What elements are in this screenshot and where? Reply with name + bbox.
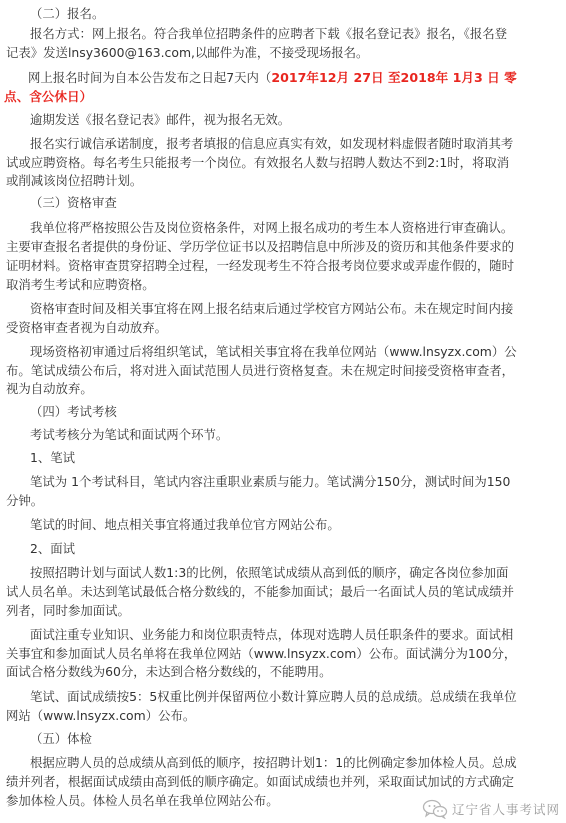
text-line: 绩并列者，根据面试成绩由高到低的顺序确定。如面试成绩也并列，采取面试加试的方式确定 xyxy=(6,774,515,789)
text-line xyxy=(0,69,566,86)
text-line: 记表》发送lnsy3600@163.com,以邮件为准，不接受现场报名。 xyxy=(6,45,369,60)
text-line: 按照招聘计划与面试人数1:3的比例，依照笔试成绩从高到低的顺序，确定各岗位参加面 xyxy=(30,565,509,580)
text-line: 现场资格初审通过后将组织笔试，笔试相关事宜将在我单位网站（www.lnsyzx.com）公 xyxy=(30,344,517,359)
text-line: 分钟。 xyxy=(6,493,44,508)
text-line: 我单位将严格按照公告及岗位资格条件，对网上报名成功的考生本人资格进行审查确认。 xyxy=(30,220,514,235)
text-line: 证明材料。资格审查贯穿招聘全过程，一经发现考生不符合报考岗位要求或弄虚作假的，随时 xyxy=(6,258,515,273)
text-line: 逾期发送《报名登记表》邮件，视为报名无效。 xyxy=(30,112,291,127)
text-line: 参加体检人员。体检人员名单在我单位网站公布。 xyxy=(6,793,279,808)
text-line: （二）报名。 xyxy=(30,6,105,21)
subsection-heading: 1、笔试 xyxy=(30,450,76,465)
text-line: 笔试、面试成绩按5：5权重比例并保留两位小数计算应聘人员的总成绩。总成绩在我单位 xyxy=(30,689,517,704)
text-line: 试人员名单。未达到笔试最低合格分数线的，不能参加面试；最后一名面试人员的笔试成绩并 xyxy=(6,584,515,599)
registration-period-label: 网上报名时间为自本公告发布之日起7天内（ xyxy=(28,70,272,85)
text-line: 报名实行诚信承诺制度，报考者填报的信息应真实有效，如发现材料虚假者随时取消其考 xyxy=(30,136,514,151)
text-line: 资格审查时间及相关事宜将在网上报名结束后通过学校官方网站公布。未在规定时间内接 xyxy=(30,301,514,316)
text-line: 面试合格分数线为60分，未达到合格分数线的，不能聘用。 xyxy=(6,664,332,679)
text-line: 考试考核分为笔试和面试两个环节。 xyxy=(30,427,229,442)
watermark-text: 辽宁省人事考试网 xyxy=(451,802,560,817)
wechat-icon xyxy=(422,799,448,819)
text-line: 取消考生考试和应聘资格。 xyxy=(6,277,155,292)
section-heading: （三）资格审查 xyxy=(30,195,117,210)
registration-period-highlight: 点、含公休日） xyxy=(4,89,93,104)
text-line: 列者，同时参加面试。 xyxy=(6,603,130,618)
text-line: 报名方式：网上报名。符合我单位招聘条件的应聘者下载《报名登记表》报名，《报名登 xyxy=(30,26,508,41)
text-line: 根据应聘人员的总成绩从高到低的顺序，按招聘计划1：1的比例确定参加体检人员。总成 xyxy=(30,755,517,770)
registration-period-highlight: 2017年12月 27日 至2018年 1月3 日 零 xyxy=(271,70,517,85)
subsection-heading: 2、面试 xyxy=(30,541,76,556)
text-line: 视为自动放弃。 xyxy=(6,381,93,396)
text-line: 主要审查报名者提供的身份证、学历学位证书以及招聘信息中所涉及的资历和其他条件要求的 xyxy=(6,239,515,254)
text-line: 笔试的时间、地点相关事宜将通过我单位官方网站公布。 xyxy=(30,517,340,532)
text-line: 关事宜和参加面试人员名单将在我单位网站（www.lnsyzx.com）公布。面试满分为100分， xyxy=(6,646,517,661)
watermark xyxy=(422,799,560,819)
text-line: 布。笔试成绩公布后，将对进入面试范围人员进行资格复查。未在规定时间接受资格审查者， xyxy=(6,363,515,378)
text-line: 网站（www.lnsyzx.com）公布。 xyxy=(6,708,196,723)
text-line: 试或应聘资格。每名考生只能报考一个岗位。有效报名人数与招聘人数达不到2:1时，将取消 xyxy=(6,155,510,170)
text-line: 面试注重专业知识、业务能力和岗位职责特点，体现对选聘人员任职条件的要求。面试相 xyxy=(30,627,514,642)
section-heading: （五）体检 xyxy=(30,731,92,746)
text-line: 笔试为 1个考试科目，笔试内容注重职业素质与能力。笔试满分150分，测试时间为150 xyxy=(30,474,511,489)
section-heading: （四）考试考核 xyxy=(30,404,117,419)
text-line: 受资格审查者视为自动放弃。 xyxy=(6,320,168,335)
text-line: 或削减该岗位招聘计划。 xyxy=(6,173,143,188)
